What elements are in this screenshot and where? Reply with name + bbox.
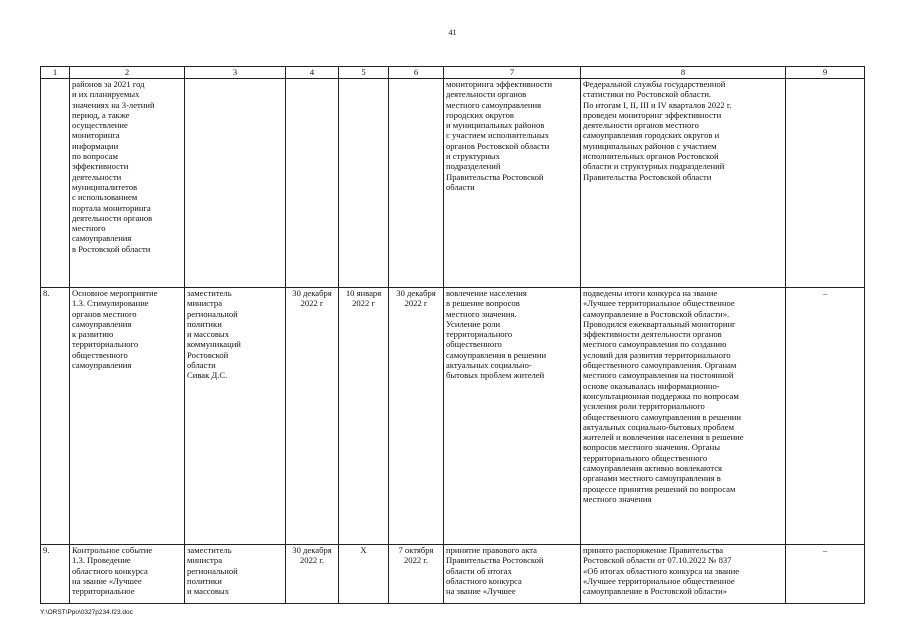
actual-result-cell: принято распоряжение Правительства Ростовской области от 07.10.2022 № 837 «Об итогах областного конкурса на звание «Лучшее территориальное общественное самоуправление в Ростовской области» [581, 545, 786, 604]
row-number: 9. [41, 545, 70, 604]
header-cell: 2 [70, 67, 185, 79]
planned-result-cell: вовлечение населения в решение вопросов местного значения. Усиление роли территориального общественного самоуправления в решении актуальных социально- бытовых проблем жителей [444, 288, 581, 545]
start-date-cell: Х [339, 545, 389, 604]
row-number: 8. [41, 288, 70, 545]
responsible-cell: заместитель министра региональной политики и массовых [185, 545, 286, 604]
table-row [41, 288, 865, 545]
header-cell: 1 [41, 67, 70, 79]
event-name-cell: районов за 2021 год и их планируемых значениях на 3-летний период, а также осуществление мониторинга информации по вопросам эффективности деятельности муниципалитетов с использованием портала мониторинга деятельности органов местного самоуправления в Ростовской области [70, 79, 185, 288]
event-name-cell: Основное мероприятие 1.3. Стимулирование органов местного самоуправления к развитию территориального общественного самоуправления [70, 288, 185, 545]
header-cell: 9 [786, 67, 865, 79]
planned-result-cell: принятие правового акта Правительства Ростовской области об итогах областного конкурса на звание «Лучшее [444, 545, 581, 604]
planned-date-cell: 30 декабря 2022 г. [286, 545, 339, 604]
planned-date-cell [286, 79, 339, 288]
header-cell: 4 [286, 67, 339, 79]
header-cell: 7 [444, 67, 581, 79]
report-table [40, 66, 865, 604]
end-date-cell: 30 декабря 2022 г [389, 288, 444, 545]
header-row [41, 67, 865, 79]
actual-result-cell: подведены итоги конкурса на звание «Лучшее территориальное общественное самоуправление в Ростовской области». Проводился ежеквартальный мониторинг эффективности деятельности органов местного самоуправления по созданию условий для развития территориального общественного самоуправления. Органам местного самоуправления на постоянной основе оказывалась информационно- консультационная поддержка по вопросам усиления роли территориального общественного самоуправления в решении актуальных социально-бытовых проблем жителей и вовлечения населения в решение вопросов местного значения. Органы территориального общественного самоуправления активно вовлекаются органами местного самоуправления в процессе принятия решений по вопросам местного значения [581, 288, 786, 545]
notes-cell [786, 79, 865, 288]
end-date-cell: 7 октября 2022 г. [389, 545, 444, 604]
start-date-cell [339, 79, 389, 288]
responsible-cell: заместитель министра региональной политики и массовых коммуникаций Ростовской области Сивак Д.С. [185, 288, 286, 545]
header-cell: 3 [185, 67, 286, 79]
notes-cell: – [786, 545, 865, 604]
table-row [41, 545, 865, 604]
start-date-cell: 10 января 2022 г [339, 288, 389, 545]
table-row [41, 79, 865, 288]
footer-file-path: Y:\ORST\Ppo\0327p234.f23.doc [40, 609, 133, 616]
responsible-cell [185, 79, 286, 288]
end-date-cell [389, 79, 444, 288]
planned-result-cell: мониторинга эффективности деятельности органов местного самоуправления городских округов и муниципальных районов с участием исполнительных органов Ростовской области и структурных подразделений Правительства Ростовской области [444, 79, 581, 288]
notes-cell: – [786, 288, 865, 545]
row-number [41, 79, 70, 288]
event-name-cell: Контрольное событие 1.3. Проведение областного конкурса на звание «Лучшее территориальное [70, 545, 185, 604]
header-cell: 6 [389, 67, 444, 79]
header-cell: 5 [339, 67, 389, 79]
planned-date-cell: 30 декабря 2022 г [286, 288, 339, 545]
header-cell: 8 [581, 67, 786, 79]
page-number: 41 [448, 28, 457, 37]
actual-result-cell: Федеральной службы государственной статистики по Ростовской области. По итогам I, II, III и IV кварталов 2022 г. проведен мониторинг эффективности деятельности органов местного самоуправления городских округов и муниципальных районов с участием исполнительных органов Ростовской области и структурных подразделений Правительства Ростовской области [581, 79, 786, 288]
